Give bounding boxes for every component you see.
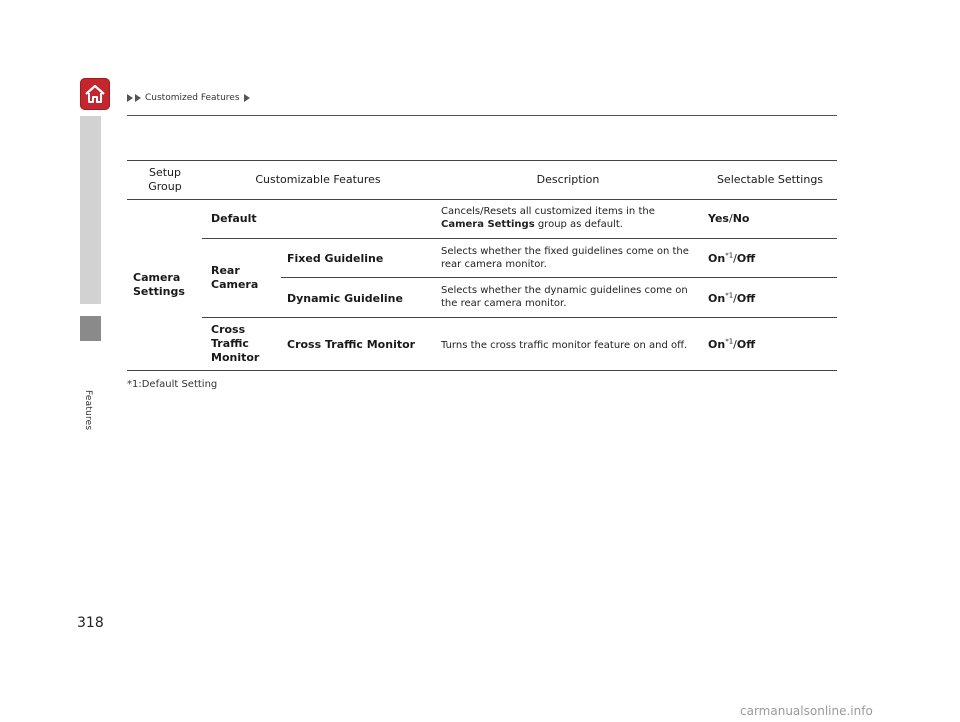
table-bottom-rule [127,370,837,371]
description-fixed-guideline: Selects whether the fixed guidelines come on the rear camera monitor. [441,246,689,270]
page-number: 318 [77,615,104,631]
header-description: Description [536,173,600,186]
feature-cross-traffic-monitor: Cross Traffic Monitor [287,338,416,351]
home-icon [83,82,107,106]
breadcrumb-link[interactable]: Customized Features [145,93,240,103]
settings-dynamic-guideline: On$^{*1}$/Off [708,291,756,305]
table-header-rule [127,199,837,200]
subgroup-rear-camera: Rear Camera [211,264,259,291]
settings-cross-traffic-monitor: On$^{*1}$/Off [708,337,756,351]
row-divider [202,238,837,239]
settings-default: Yes/No [708,212,750,225]
breadcrumb-arrow-icon [135,94,141,102]
breadcrumb [127,93,250,103]
header-selectable-settings: Selectable Settings [716,173,824,186]
feature-fixed-guideline: Fixed Guideline [287,252,384,265]
side-tab-bar [80,116,101,304]
description-default: Cancels/Resets all customized items in the Camera Settings group as default. [441,206,655,230]
side-tab-marker [80,316,101,341]
row-divider [281,277,837,278]
header-rule [127,115,837,116]
footnote: *1:Default Setting [127,379,218,390]
feature-dynamic-guideline: Dynamic Guideline [287,292,403,305]
settings-fixed-guideline: On$^{*1}$/Off [708,251,756,265]
header-customizable-features: Customizable Features [255,173,381,186]
row-divider [202,317,837,318]
watermark: carmanualsonline.info [740,704,873,718]
side-tab-label: Features [83,390,93,431]
description-cross-traffic-monitor: Turns the cross traffic monitor feature on and off. [441,340,688,351]
table-top-rule [127,160,837,161]
description-dynamic-guideline: Selects whether the dynamic guidelines come on the rear camera monitor. [441,285,688,309]
header-setup-group: Setup Group [148,166,182,193]
setup-group-camera-settings: Camera Settings [133,271,185,298]
breadcrumb-arrow-icon [127,94,133,102]
breadcrumb-arrow-icon [244,94,250,102]
feature-default: Default [211,212,257,225]
subgroup-cross-traffic-monitor: Cross Traffic Monitor [211,323,260,364]
home-button[interactable] [80,78,110,110]
